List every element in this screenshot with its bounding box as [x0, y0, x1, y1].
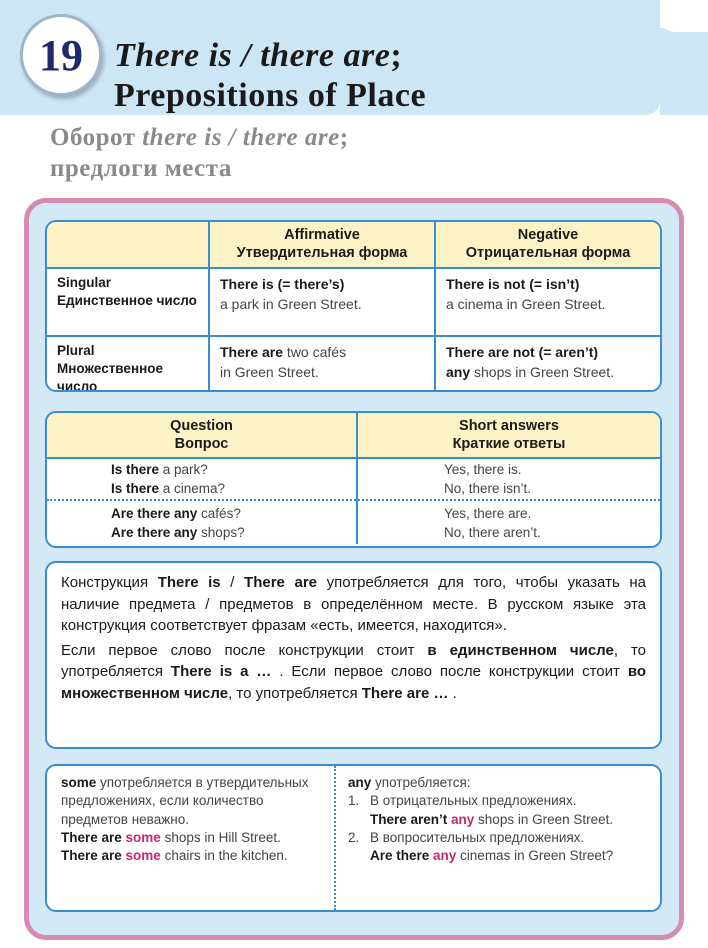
any-item-2-number: 2. [348, 829, 360, 845]
q1-bold: Is there [111, 462, 160, 477]
subtitle-line1-a: Оборот [50, 124, 143, 151]
rules-p2-c: , то употребляется [61, 641, 646, 680]
rules-p2-a: Если первое слово после конструкции стоит [61, 641, 428, 659]
plural-neg-bold: There are not (= aren’t) [446, 344, 599, 360]
table-row [47, 336, 660, 392]
answer-1: Yes, there is. [444, 462, 522, 477]
any-word: any [348, 775, 372, 790]
rules-p1-e: употребляется для того, чтобы указать на наличие предмета / предметов в определённом месте. В русском языке эта конструкция соответствует фразам «есть, имеется, находится». [61, 574, 646, 634]
plural-aff-bold: There are [220, 344, 284, 360]
singular-label [47, 268, 209, 336]
any-item-1 [348, 792, 646, 810]
rules-p2-b: в единственном числе [427, 641, 614, 659]
answer-3: Yes, there are. [444, 505, 532, 521]
q1-rest: a park? [159, 462, 208, 477]
rules-box [45, 561, 662, 749]
subtitle-line2: предлоги места [50, 155, 232, 182]
rules-paragraph-2 [61, 640, 646, 705]
singular-negative [435, 268, 660, 336]
any-ex1-highlight: any [451, 811, 475, 827]
rules-p1-d: There are [244, 574, 318, 591]
any-ex1-a: There aren’t [370, 811, 452, 827]
plural-affirmative [209, 336, 435, 392]
any-ex1-c: shops in Green Street. [474, 811, 614, 827]
forms-table-box [45, 220, 662, 392]
some-ex1-c: shops in Hill Street. [160, 829, 281, 845]
q3-bold: Are there any [111, 505, 198, 521]
plural-questions [47, 500, 357, 544]
some-ex2-c: chairs in the kitchen. [160, 848, 288, 864]
subtitle-line1-c: ; [339, 124, 349, 151]
any-description: употребляется: [371, 775, 471, 790]
any-ex2-a: Are there [370, 848, 434, 864]
some-example-1 [61, 829, 320, 847]
any-example-2 [348, 847, 646, 865]
singular-affirmative [209, 268, 435, 336]
some-ex2-highlight: some [125, 848, 161, 864]
rules-paragraph-1 [61, 572, 646, 637]
short-answers-header-en: Short answers [459, 418, 559, 434]
any-item-1-text: В отрицательных предложениях. [370, 793, 577, 809]
forms-table-empty-header [47, 222, 209, 268]
rules-p2-h: There are … [361, 684, 453, 702]
some-any-box [45, 764, 662, 912]
any-example-1 [348, 811, 646, 829]
question-header-en: Question [170, 418, 233, 434]
header-notch [660, 0, 708, 32]
unit-number: 19 [39, 30, 83, 80]
q4-rest: shops? [197, 524, 245, 540]
plural-aff-rest2: in Green Street. [220, 364, 319, 380]
title-line2: Prepositions of Place [114, 77, 427, 114]
page-subtitle [50, 122, 349, 184]
some-ex1-a: There are [61, 829, 126, 845]
negative-header-ru: Отрицательная форма [465, 245, 631, 261]
rules-p2-f: во множественном числе [61, 663, 646, 702]
questions-table-box [45, 411, 662, 548]
header-band-edge [660, 28, 708, 115]
question-header [47, 413, 357, 458]
question-header-ru: Вопрос [174, 436, 229, 452]
some-ex2-a: There are [61, 848, 126, 864]
rules-text [47, 563, 660, 716]
singular-neg-rest: a cinema in Green Street. [446, 296, 606, 312]
answer-2: No, there isn’t. [444, 481, 532, 496]
any-column [336, 766, 660, 910]
plural-negative [435, 336, 660, 392]
rules-p2-d: There is a … [170, 663, 280, 680]
some-description: употребляется в утвердительных предложениях, если количество предметов неважно. [61, 775, 309, 827]
some-column [47, 766, 336, 910]
affirmative-header [209, 222, 435, 268]
title-line1-semicolon: ; [390, 37, 403, 74]
rules-p1-b: There is [157, 574, 221, 591]
short-answers-header-ru: Краткие ответы [452, 436, 566, 452]
questions-table [47, 413, 660, 544]
plural-label [47, 336, 209, 392]
table-row [47, 500, 660, 544]
any-ex2-c: cinemas in Green Street? [456, 848, 614, 864]
singular-answers [357, 458, 660, 500]
forms-table [47, 222, 660, 392]
singular-label-en: Singular [57, 275, 112, 290]
answer-4: No, there aren’t. [444, 524, 541, 540]
plural-neg-any: any [446, 364, 471, 380]
rules-p2-g: , то употребляется [228, 684, 362, 702]
plural-label-ru: Множественное число [57, 361, 164, 392]
any-ex2-highlight: any [433, 848, 457, 864]
singular-aff-rest: a park in Green Street. [220, 296, 362, 312]
rules-p2-i: . [452, 684, 457, 702]
q2-rest: a cinema? [159, 481, 226, 496]
rules-p2-e: . Если первое слово после конструкции стоит [279, 663, 628, 680]
any-item-1-number: 1. [348, 793, 360, 809]
table-row [47, 458, 660, 500]
title-line1-italic: There is / there are [114, 37, 391, 74]
negative-header-en: Negative [517, 227, 579, 243]
page-title [114, 36, 426, 116]
q4-bold: Are there any [111, 524, 198, 540]
some-ex1-highlight: some [125, 829, 161, 845]
some-example-2 [61, 847, 320, 865]
plural-neg-rest: shops in Green Street. [470, 364, 615, 380]
plural-label-en: Plural [57, 343, 95, 358]
negative-header [435, 222, 660, 268]
q3-rest: cafés? [197, 505, 241, 521]
table-row [47, 268, 660, 336]
q2-bold: Is there [111, 481, 160, 496]
plural-aff-rest1: two cafés [283, 344, 347, 360]
singular-neg-bold: There is not (= isn’t) [446, 276, 580, 292]
any-item-2-text: В вопросительных предложениях. [370, 829, 585, 845]
affirmative-header-ru: Утвердительная форма [236, 245, 408, 261]
rules-p1-a: Конструкция [61, 574, 158, 591]
rules-p1-c: / [220, 574, 245, 591]
any-item-2 [348, 829, 646, 847]
singular-questions [47, 458, 357, 500]
unit-number-badge [20, 14, 102, 96]
plural-answers [357, 500, 660, 544]
singular-label-ru: Единственное число [57, 293, 197, 308]
short-answers-header [357, 413, 660, 458]
singular-aff-bold: There is (= there’s) [220, 276, 345, 292]
some-word: some [61, 775, 97, 790]
affirmative-header-en: Affirmative [284, 227, 360, 243]
subtitle-line1-italic: there is / there are [142, 124, 340, 151]
